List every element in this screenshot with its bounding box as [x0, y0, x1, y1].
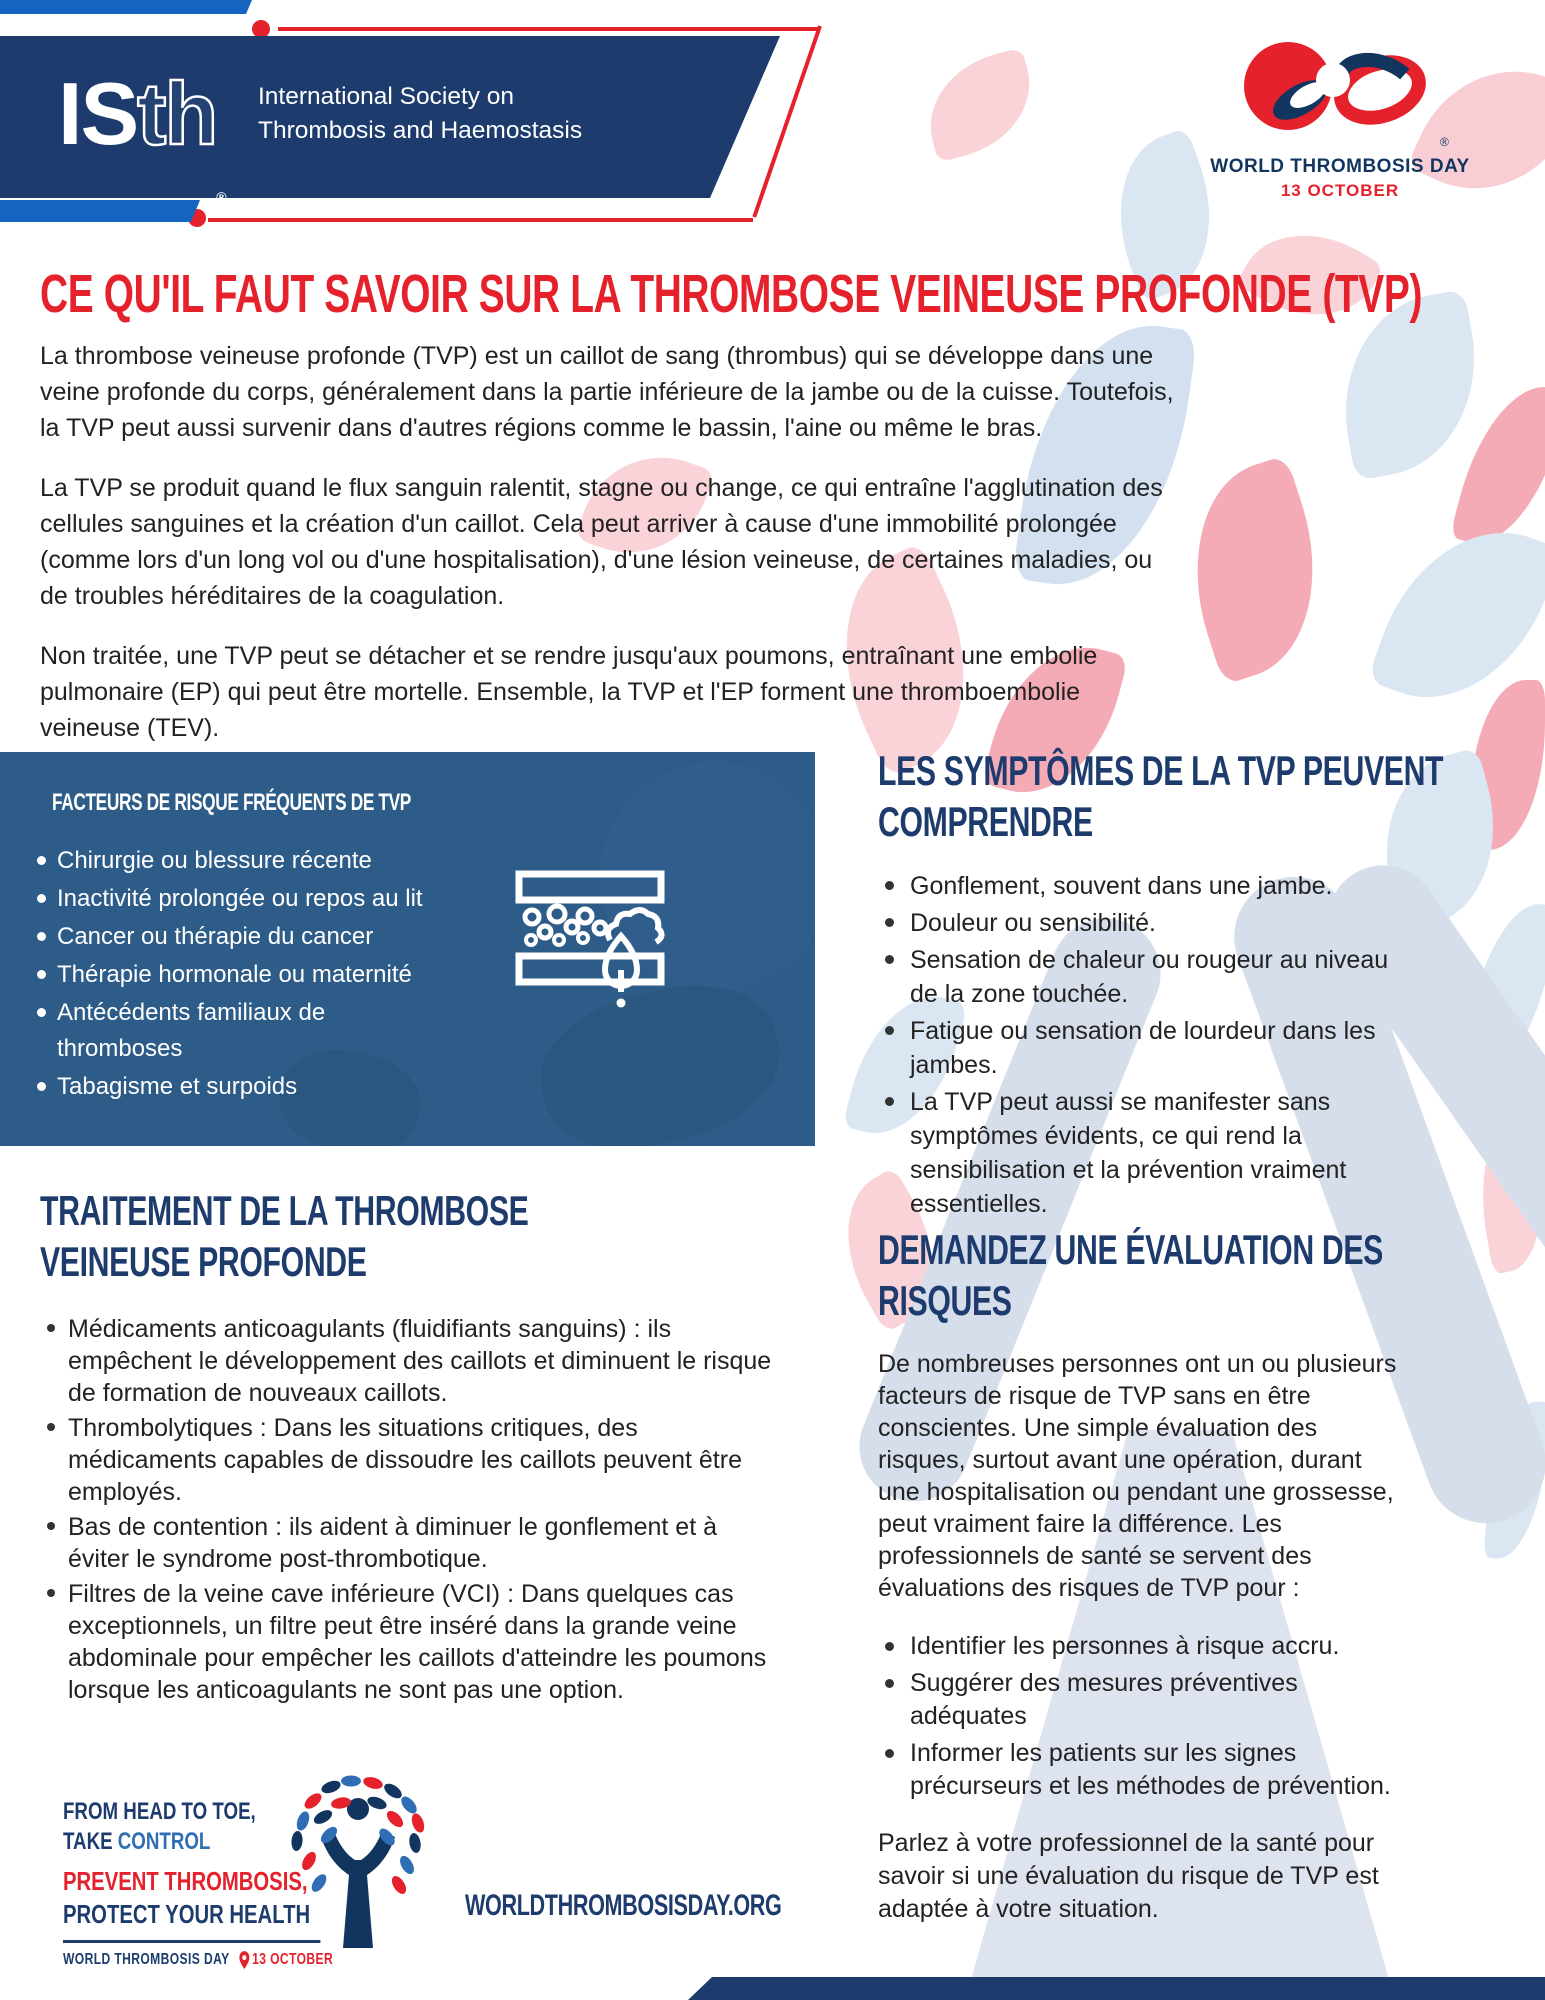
- clot-in-vein-icon: [515, 870, 665, 1038]
- symptoms-list: [878, 869, 1408, 1221]
- list-item: Suggérer des mesures préventives adéquates: [878, 1667, 1400, 1733]
- wtd-footer-date: 13 OCTOBER: [252, 1951, 334, 1968]
- tagline-line-1: FROM HEAD TO TOE,: [63, 1798, 256, 1825]
- list-item: Inactivité prolongée ou repos au lit: [30, 881, 450, 917]
- isth-logo: [58, 64, 227, 205]
- wtd-date: 13 OCTOBER: [1280, 181, 1400, 200]
- list-item: Douleur ou sensibilité.: [878, 906, 1408, 940]
- intro-paragraph-1: La thrombose veineuse profonde (TVP) est un caillot de sang (thrombus) qui se développe dans une veine profonde du corps, généralement dans la partie inférieure de la jambe ou de la cuisse. Toutefois, la TVP peut aussi survenir dans d'autres régions comme le bassin, l'aine ou même le bras.: [40, 342, 1174, 442]
- list-item: Informer les patients sur les signes précurseurs et les méthodes de prévention.: [878, 1737, 1400, 1803]
- list-item: Sensation de chaleur ou rougeur au niveau de la zone touchée.: [878, 943, 1408, 1011]
- location-pin-icon: [239, 1951, 249, 1969]
- risk-assessment-list: [878, 1630, 1400, 1803]
- list-item: Chirurgie ou blessure récente: [30, 843, 450, 879]
- treatment-section: [40, 1185, 800, 1709]
- intro-paragraphs: [40, 338, 1175, 770]
- list-item: Thrombolytiques : Dans les situations critiques, des médicaments capables de dissoudre les caillots peuvent être employés.: [40, 1412, 775, 1508]
- intro-paragraph-2: La TVP se produit quand le flux sanguin ralentit, stagne ou change, ce qui entraîne l'agglutination des cellules sanguines et la création d'un caillot. Cela peut arriver à cause d'une immobilité prolongée (comme lors d'un long vol ou d'une hospitalisation), d'une lésion veineuse, de certaines maladies, ou de troubles héréditaires de la coagulation.: [40, 474, 1163, 610]
- tree-icon: [283, 1773, 433, 1953]
- treatment-heading: TRAITEMENT DE LA THROMBOSE VEINEUSE PROFONDE: [40, 1187, 529, 1286]
- risk-factors-list: [30, 843, 450, 1105]
- world-thrombosis-day-logo: [1175, 40, 1505, 201]
- red-line-accent-bottom: [208, 218, 753, 222]
- red-dot-accent: [252, 20, 270, 38]
- infinity-ribbon-icon: [1228, 40, 1453, 152]
- website-link[interactable]: WORLDTHROMBOSISDAY.ORG: [465, 1889, 782, 1922]
- list-item: Tabagisme et surpoids: [30, 1069, 450, 1105]
- risk-assessment-intro: De nombreuses personnes ont un ou plusieurs facteurs de risque de TVP sans en être conscientes. Une simple évaluation des risques, surtout avant une opération, durant une hospitalisation ou pendant une grossesse, peut vraiment faire la différence. Les professionnels de santé se servent des évaluations des risques de TVP pour :: [878, 1350, 1397, 1603]
- symptoms-heading: LES SYMPTÔMES DE LA TVP PEUVENT COMPRENDRE: [878, 747, 1444, 846]
- registered-mark: ®: [1439, 135, 1449, 149]
- top-accent-strip: [0, 0, 252, 14]
- list-item: Fatigue ou sensation de lourdeur dans les jambes.: [878, 1014, 1408, 1082]
- tagline-line-2: TAKE CONTROL: [63, 1828, 211, 1855]
- page-title: CE QU'IL FAUT SAVOIR SUR LA THROMBOSE VEINEUSE PROFONDE (TVP): [40, 264, 1423, 324]
- list-item: Thérapie hormonale ou maternité: [30, 957, 450, 993]
- risk-factors-panel: [0, 752, 815, 1146]
- isth-logo-th: th: [137, 64, 217, 163]
- intro-paragraph-3: Non traitée, une TVP peut se détacher et se rendre jusqu'aux poumons, entraînant une embolie pulmonaire (EP) qui peut être mortelle. Ensemble, la TVP et l'EP forment une thromboembolie veineuse (TEV).: [40, 642, 1098, 742]
- red-line-accent: [278, 27, 820, 31]
- tagline-line-3: PREVENT THROMBOSIS,: [63, 1866, 308, 1896]
- tagline-line-4: PROTECT YOUR HEALTH: [63, 1899, 311, 1929]
- isth-society-name: International Society on Thrombosis and Haemostasis: [258, 83, 583, 144]
- wtd-name: WORLD THROMBOSIS DAY: [1210, 156, 1470, 177]
- risk-assessment-heading: DEMANDEZ UNE ÉVALUATION DES RISQUES: [878, 1226, 1383, 1325]
- list-item: Médicaments anticoagulants (fluidifiants sanguins) : ils empêchent le développement des caillots et diminuent le risque de formation de nouveaux caillots.: [40, 1313, 775, 1409]
- list-item: Cancer ou thérapie du cancer: [30, 919, 450, 955]
- isth-logo-is: IS: [58, 64, 138, 163]
- wtd-brand: WORLD THROMBOSIS DAY: [63, 1951, 230, 1968]
- list-item: La TVP peut aussi se manifester sans symptômes évidents, ce qui rend la sensibilisation et la prévention vraiment essentielles.: [878, 1085, 1408, 1221]
- list-item: Gonflement, souvent dans une jambe.: [878, 869, 1408, 903]
- bottom-accent-bar: [688, 1977, 1545, 2000]
- list-item: Antécédents familiaux de thromboses: [30, 995, 450, 1067]
- registered-mark: ®: [216, 189, 227, 205]
- tagline-divider: [63, 1940, 320, 1943]
- tagline-brand-line: [63, 1951, 363, 1969]
- risk-factors-heading: FACTEURS DE RISQUE FRÉQUENTS DE TVP: [52, 789, 411, 816]
- symptoms-section: [878, 745, 1478, 1224]
- list-item: Filtres de la veine cave inférieure (VCI) : Dans quelques cas exceptionnels, un filtre peut être inséré dans la grande veine abdominale pour empêcher les caillots d'atteindre les poumons lorsque les anticoagulants ne sont pas une option.: [40, 1578, 775, 1706]
- risk-assessment-outro: Parlez à votre professionnel de la santé pour savoir si une évaluation du risque de TVP est adaptée à votre situation.: [878, 1829, 1379, 1924]
- treatment-list: [40, 1313, 775, 1706]
- risk-assessment-section: [878, 1224, 1478, 1926]
- list-item: Identifier les personnes à risque accru.: [878, 1630, 1400, 1663]
- list-item: Bas de contention : ils aident à diminuer le gonflement et à éviter le syndrome post-thrombotique.: [40, 1511, 775, 1575]
